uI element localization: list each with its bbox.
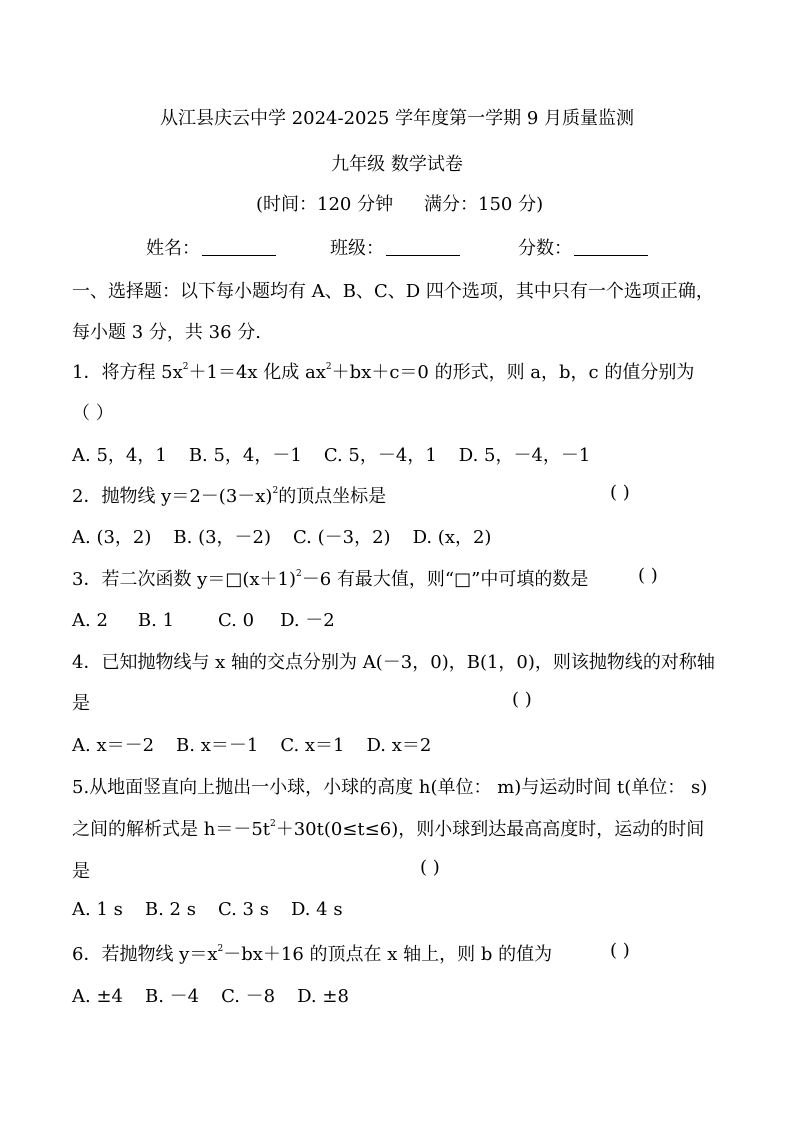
q2-part-b: 的顶点坐标是 [278,486,387,507]
question-5-answer-paren: ( ) [420,857,440,878]
option-c: C. －8 [221,986,276,1007]
exam-title: 从江县庆云中学 2024-2025 学年度第一学期 9 月质量监测 [159,108,635,129]
q5-exp: 2 [270,819,276,829]
question-3-answer-paren: ( ) [638,565,658,586]
q5-part-b: 之间的解析式是 h＝－5t [72,819,270,840]
option-b: B. 2 s [144,899,196,920]
score-label: 分数： [518,238,572,259]
question-2-answer-paren: ( ) [610,482,630,503]
question-4-stem-cont: 是 [72,693,90,714]
option-d: D. －2 [280,610,335,631]
score-blank[interactable] [574,237,648,256]
option-d: D. 4 s [290,899,343,920]
question-1-options [72,441,590,467]
class-label: 班级： [330,238,384,259]
question-4-options [72,731,431,757]
question-4-answer-paren: ( ) [512,689,532,710]
time-info: (时间：120 分钟 [256,194,394,215]
exam-subtitle: 九年级 数学试卷 [331,154,463,175]
q3-exp: 2 [296,569,302,579]
name-label: 姓名： [146,238,200,259]
name-field[interactable] [146,234,276,260]
question-6-answer-paren: ( ) [610,940,630,961]
option-d: D. 5，－4，－1 [458,445,591,466]
q6-part-a: 6．若抛物线 y＝x [72,944,218,965]
option-c: C. (－3，2) [293,527,391,548]
q1-part-b: ＋1＝4x 化成 ax [188,362,326,383]
option-a: A. 2 [72,610,108,631]
question-1-stem [72,358,694,384]
question-1-answer-paren: （ ） [72,403,114,424]
question-5-stem-line2 [72,815,704,841]
q1-exp-1: 2 [182,362,189,372]
name-blank[interactable] [202,237,276,256]
q6-part-b: －bx＋16 的顶点在 x 轴上，则 b 的值为 [223,944,553,965]
option-a: A. ±4 [72,986,123,1007]
question-2-stem [72,482,386,508]
score-field[interactable] [518,234,648,260]
option-c: C. x＝1 [280,735,345,756]
option-d: D. ±8 [297,986,349,1007]
option-a: A. 1 s [72,899,123,920]
question-4-stem: 4．已知抛物线与 x 轴的交点分别为 A(－3，0)，B(1，0)，则该抛物线的对称轴 [72,652,715,673]
option-b: B. x＝－1 [176,735,259,756]
q2-part-a: 2．抛物线 y＝2－(3－x) [72,486,273,507]
q1-part-a: 1．将方程 5x [72,362,183,383]
question-6-options [72,982,349,1008]
option-c: C. 3 s [217,899,269,920]
question-2-options [72,523,491,549]
option-b: B. (3，－2) [173,527,272,548]
option-b: B. －4 [144,986,200,1007]
q6-exp: 2 [217,944,224,954]
question-3-stem [72,565,588,591]
option-a: A. x＝－2 [72,735,155,756]
option-a: A. (3，2) [72,527,152,548]
option-a: A. 5，4，1 [72,445,167,466]
class-blank[interactable] [386,237,460,256]
option-b: B. 1 [137,610,175,631]
score-info: 满分：150 分) [424,194,544,215]
q3-part-a: 3．若二次函数 y＝□(x＋1) [72,569,296,590]
q1-part-c: ＋bx＋c＝0 的形式，则 a，b，c 的值分别为 [331,362,695,383]
q5-part-c: ＋30t(0≤t≤6)，则小球到达最高高度时，运动的时间 [275,819,705,840]
question-6-stem [72,940,552,966]
question-5-stem: 5.从地面竖直向上抛出一小球，小球的高度 h(单位： m)与运动时间 t(单位： s) [72,777,708,798]
q3-part-b: －6 有最大值，则“□”中可填的数是 [301,569,589,590]
option-d: D. (x，2) [412,527,492,548]
question-5-stem-cont: 是 [72,861,90,882]
q1-exp-2: 2 [325,362,332,372]
option-c: C. 5，－4，1 [323,445,437,466]
class-field[interactable] [330,234,460,260]
question-3-options [72,606,335,632]
section-heading-line1: 一、选择题：以下每小题均有 A、B、C、D 四个选项，其中只有一个选项正确， [72,281,714,302]
option-b: B. 5，4，－1 [188,445,302,466]
question-5-options [72,899,343,920]
option-d: D. x＝2 [366,735,432,756]
option-c: C. 0 [218,610,255,631]
q2-exp: 2 [272,486,279,496]
section-heading-line2: 每小题 3 分，共 36 分. [72,322,261,343]
